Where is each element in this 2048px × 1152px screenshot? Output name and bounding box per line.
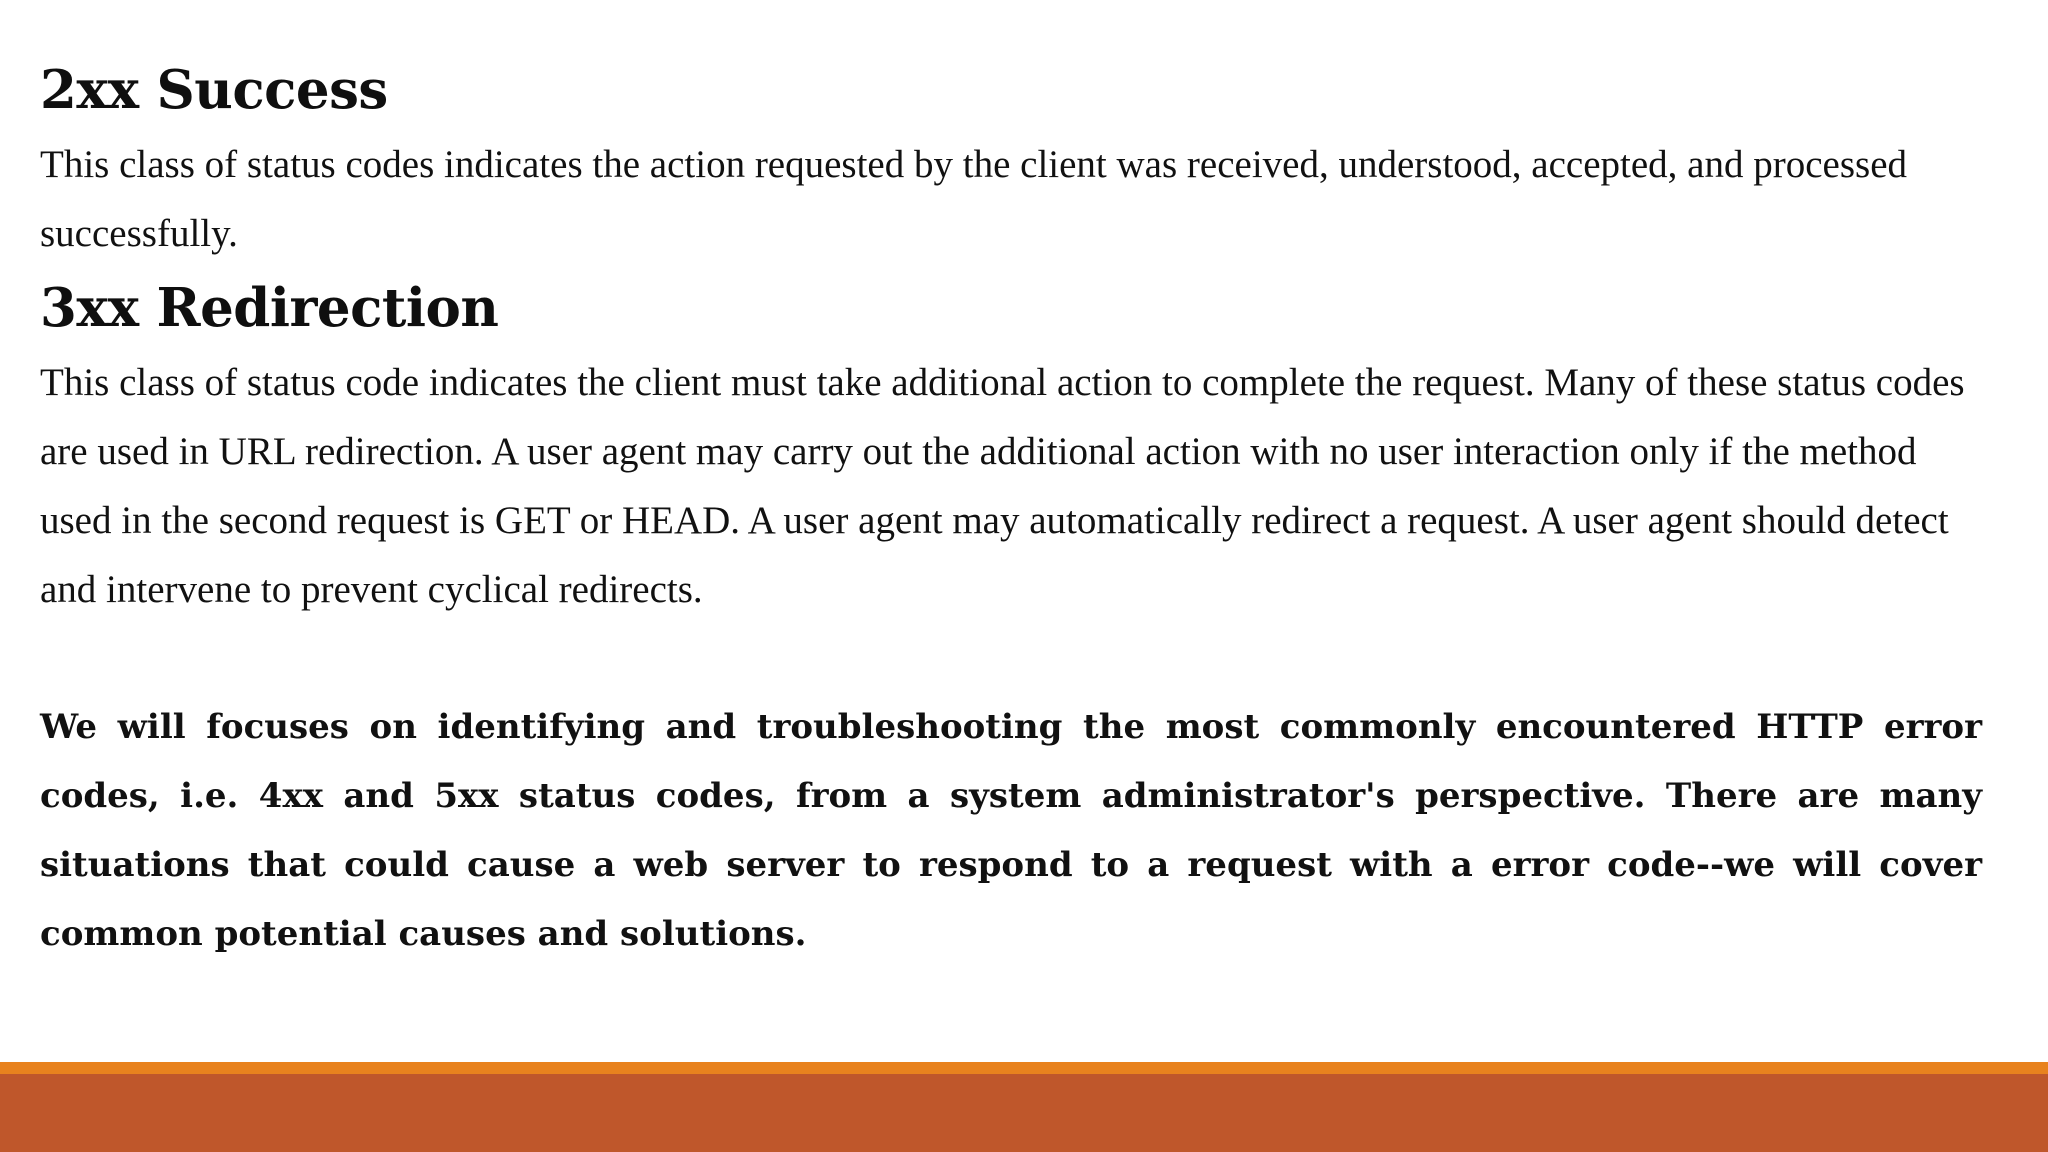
section-title-3xx-redirection: 3xx Redirection [40,277,499,339]
footer-bar [0,1074,2048,1152]
summary-note: We will focuses on identifying and troubleshooting the most commonly encountered HTTP error codes, i.e. 4xx and 5xx status codes, from a system administrator's perspective. There are many situations that could cause a web server to respond to a request with a error code--we will cover common potential causes and solutions. [40,707,1982,954]
section-body-2xx-success: This class of status codes indicates the action requested by the client was received, understood, accepted, and processed successfully. [40,143,1908,255]
slide-content [40,50,1982,969]
section-body-3xx-redirection: This class of status code indicates the client must take additional action to complete the request. Many of these status codes are used in URL redirection. A user agent may carry out the additional action with no user interaction only if the method used in the second request is GET or HEAD. A user agent may automatically redirect a request. A user agent should detect and intervene to prevent cyclical redirects. [40,361,1965,611]
footer-accent-stripe [0,1062,2048,1074]
section-title-2xx-success: 2xx Success [40,59,388,121]
